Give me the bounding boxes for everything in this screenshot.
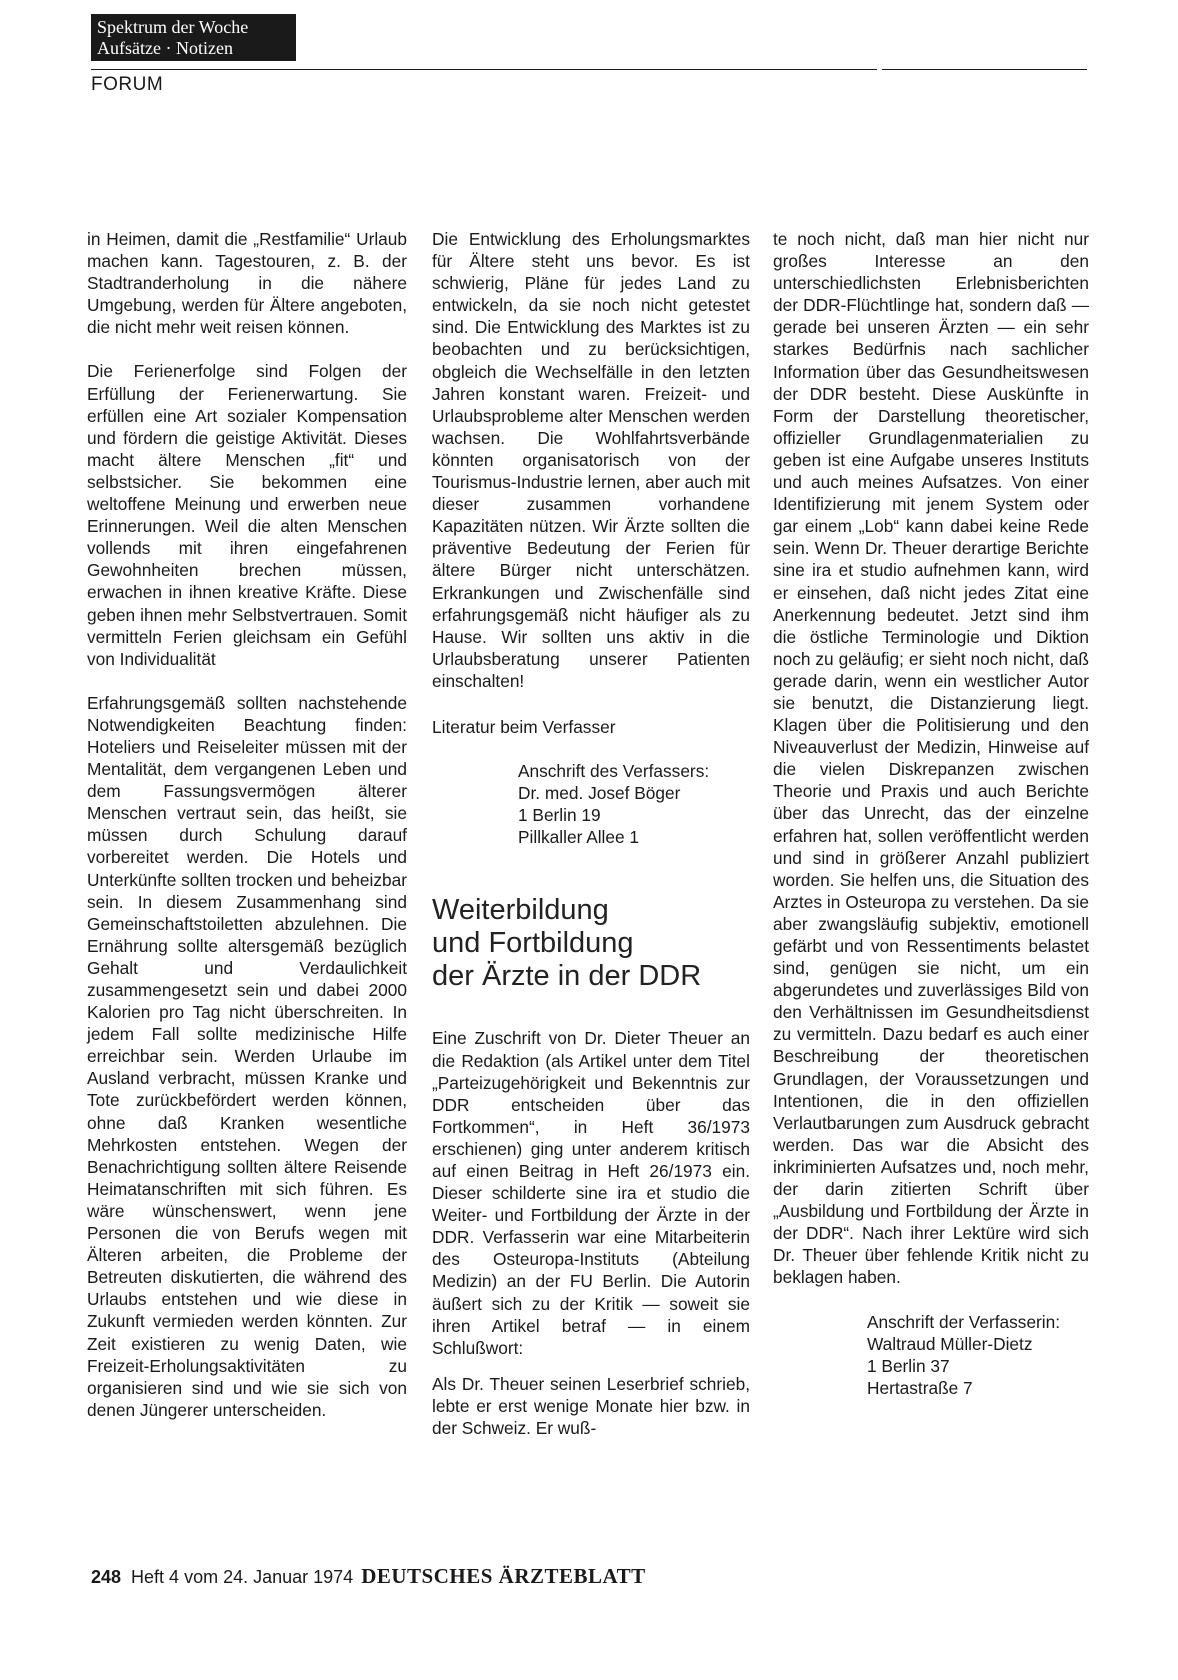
address-label: Anschrift des Verfassers: [518, 761, 710, 782]
page-footer [91, 1564, 646, 1589]
section-label [91, 14, 296, 61]
author-address [867, 1311, 1089, 1399]
headline-line: Weiterbildung [432, 894, 609, 927]
address-street: Pillkaller Allee 1 [518, 827, 640, 848]
column-3 [773, 228, 1089, 1399]
header-rule [91, 69, 877, 70]
address-label: Anschrift der Verfasserin: [867, 1311, 1061, 1332]
issue-date: Heft 4 vom 24. Januar 1974 [131, 1567, 354, 1587]
paragraph: Erfahrungsgemäß sollten nachstehende Notwendigkeiten Beachtung finden: Hoteliers und Reiseleiter müssen mit der Mentalität, dem vergangenen Leben und dem Fassungsvermögen älterer Menschen vertraut sein, das heißt, sie müssen durch Schulung darauf vorbereitet werden. Die Hotels und Unterkünfte sollten trocken und beheizbar sein. In diesem Zusammenhang sind Gemeinschaftstoiletten abzulehnen. Die Ernährung sollte altersgemäß bezüglich Gehalt und Verdaulichkeit zusammengesetzt sein und dabei 2000 Kalorien pro Tag nicht überschreiten. In jedem Fall sollte medizinische Hilfe erreichbar sein. Werden Urlaube im Ausland verbracht, müssen Kranke und Tote zurückbefördert werden können, ohne daß Kranken wesentliche Mehrkosten entstehen. Wegen der Benachrichtigung sollten ältere Reisende Heimatanschriften mit sich führen. Es wäre wünschenswert, wenn jene Personen die von Berufs wegen mit Älteren arbeiten, die Probleme der Betreuten diskutierten, die während des Urlaubs entstehen und wie diese in Zukunft vermieden werden könnten. Zur Zeit existieren zu wenig Daten, wie Freizeit-Erholungsaktivitäten zu organisieren sind und wie sie sich von denen Jüngerer unterscheiden. [87, 692, 407, 1420]
paragraph: Als Dr. Theuer seinen Leserbrief schrieb, lebte er erst wenige Monate hier bzw. in der Schweiz. Er wuß- [432, 1373, 750, 1439]
page-number: 248 [91, 1567, 122, 1587]
address-name: Waltraud Müller-Dietz [867, 1333, 1033, 1354]
address-name: Dr. med. Josef Böger [518, 783, 681, 804]
section-label-line2: Aufsätze · Notizen [97, 38, 233, 58]
address-city: 1 Berlin 37 [867, 1355, 950, 1376]
header-rule-right [882, 69, 1087, 70]
article-headline [432, 894, 750, 993]
address-street: Hertastraße 7 [867, 1377, 973, 1398]
paragraph: Die Ferienerfolge sind Folgen der Erfüllung der Ferienerwartung. Sie erfüllen eine Art sozialer Kompensation und fördern die geistige Aktivität. Dieses macht ältere Menschen „fit“ und selbstsicher. Sie bekommen eine weltoffene Meinung und erwerben neue Erinnerungen. Weil die alten Menschen vollends mit ihren eingefahrenen Gewohnheiten brechen müssen, erwachen in ihnen kreative Kräfte. Diese geben ihnen mehr Selbstvertrauen. Somit vermitteln Ferien gleichsam ein Gefühl von Individualität [87, 361, 407, 669]
magazine-title: DEUTSCHES ÄRZTEBLATT [361, 1564, 646, 1588]
paragraph: Die Entwicklung des Erholungsmarktes für Ältere steht uns bevor. Es ist schwierig, Pläne für jedes Land zu entwickeln, da sie noch nicht getestet sind. Die Entwicklung des Marktes ist zu beobachten und zu berücksichtigen, obgleich die Wechselfälle in den letzten Jahren konstant waren. Freizeit- und Urlaubsprobleme alter Menschen werden wachsen. Die Wohlfahrtsverbände könnten organisatorisch von der Tourismus-Industrie lernen, aber auch mit dieser zusammen vorhandene Kapazitäten nützen. Wir Ärzte sollten die präventive Bedeutung der Ferien für ältere Bürger nicht unterschätzen. Erkrankungen und Zwischenfälle sind erfahrungsgemäß nicht häufiger als zu Hause. Wir sollten uns aktiv in die Urlaubsberatung unserer Patienten einschalten! [432, 229, 750, 691]
author-address [518, 760, 750, 848]
headline-line: der Ärzte in der DDR [432, 960, 702, 993]
column-1 [87, 228, 407, 1421]
section-label-line1: Spektrum der Woche [97, 17, 249, 37]
address-city: 1 Berlin 19 [518, 805, 601, 826]
paragraph: in Heimen, damit die „Restfamilie“ Urlaub machen kann. Tagestouren, z. B. der Stadtranderholung in die nähere Umgebung, werden für Ältere angeboten, die nicht mehr weit reisen können. [87, 229, 407, 338]
forum-label: FORUM [91, 74, 164, 95]
column-2 [432, 228, 750, 1439]
paragraph: Eine Zuschrift von Dr. Dieter Theuer an die Redaktion (als Artikel unter dem Titel „Parteizugehörigkeit und Bekenntnis zur DDR entscheiden über das Fortkommen“, in Heft 36/1973 erschienen) ging unter anderem kritisch auf einen Beitrag in Heft 26/1973 ein. Dieser schilderte sine ira et studio die Weiter- und Fortbildung der Ärzte in der DDR. Verfasserin war eine Mitarbeiterin des Osteuropa-Instituts (Abteilung Medizin) an der FU Berlin. Die Autorin äußert sich zu der Kritik — soweit sie ihren Artikel betraf — in einem Schlußwort: [432, 1028, 750, 1358]
paragraph: te noch nicht, daß man hier nicht nur großes Interesse an den unterschiedlichsten Erlebnisberichten der DDR-Flüchtlinge hat, sondern daß — gerade bei unseren Ärzten — ein sehr starkes Bedürfnis nach sachlicher Information über das Gesundheitswesen der DDR besteht. Diese Auskünfte in Form der Darstellung theoretischer, offizieller Grundlagenmaterialien zu geben ist eine Aufgabe unseres Instituts und auch meines Aufsatzes. Von einer Identifizierung mit jenem System oder gar einem „Lob“ kann dabei keine Rede sein. Wenn Dr. Theuer derartige Berichte sine ira et studio aufnehmen kann, wird er einsehen, daß nicht jedes Zitat eine Anerkennung bedeutet. Jetzt sind ihm die östliche Terminologie und Diktion noch zu geläufig; er sieht noch nicht, daß gerade darin, wenn ein westlicher Autor sie benutzt, die Distanzierung liegt. Klagen über die Politisierung und den Niveauverlust der Medizin, Hinweise auf die vielen Diskrepanzen zwischen Theorie und Praxis und auch Berichte über das Unrecht, das der einzelne erfahren hat, sollen veröffentlicht werden und sind in größerer Anzahl publiziert worden. Sie helfen uns, die Situation des Arztes in Osteuropa zu verstehen. Da sie aber zwangsläufig subjektiv, emotionell gefärbt und von Ressentiments belastet sind, genügen sie nicht, um ein abgerundetes und zuverlässiges Bild von den Verhältnissen im Gesundheitsdienst zu vermitteln. Dazu bedarf es auch einer Beschreibung der theoretischen Grundlagen, der Voraussetzungen und Intentionen, die in den offiziellen Verlautbarungen zum Ausdruck gebracht werden. Das war die Absicht des inkriminierten Aufsatzes und, noch mehr, der darin zitierten Schrift über „Ausbildung und Fortbildung der Ärzte in der DDR“. Nach ihrer Lektüre wird sich Dr. Theuer über fehlende Kritik nicht zu beklagen haben. [773, 229, 1089, 1288]
literature-note: Literatur beim Verfasser [432, 716, 616, 737]
headline-line: und Fortbildung [432, 927, 634, 960]
